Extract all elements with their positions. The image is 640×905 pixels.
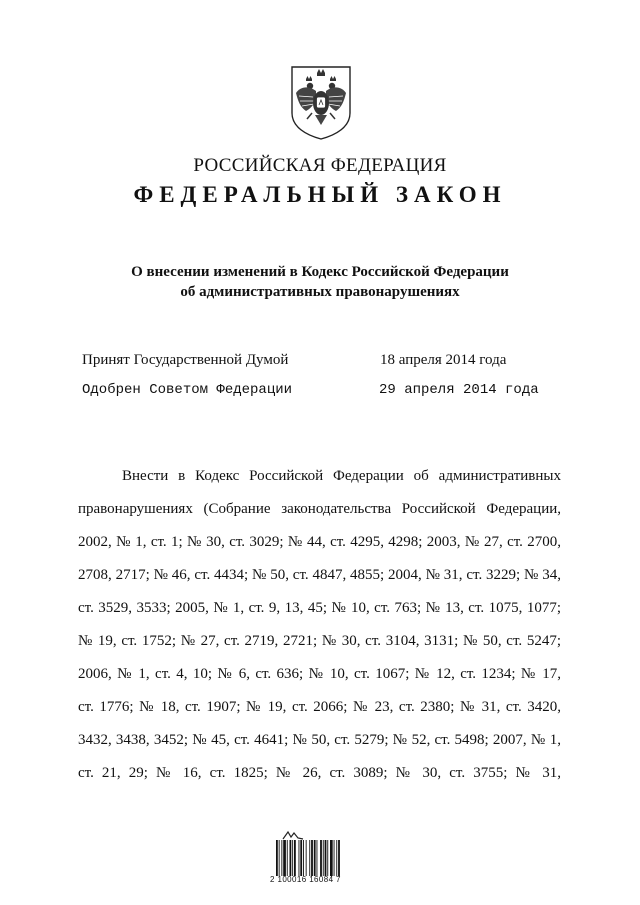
body-line: ст. 1776; № 18, ст. 1907; № 19, ст. 2066; № 23, ст. 2380; № 31, ст. 3420, bbox=[78, 699, 561, 715]
duma-adoption-row bbox=[82, 352, 562, 372]
council-approval-row bbox=[82, 382, 562, 402]
law-body-text bbox=[78, 460, 561, 790]
barcode-number: 2 100016 16084 7 bbox=[270, 875, 341, 884]
country-heading: РОССИЙСКАЯ ФЕДЕРАЦИЯ bbox=[193, 155, 447, 176]
law-type-heading: ФЕДЕРАЛЬНЫЙ ЗАКОН bbox=[133, 182, 507, 207]
body-line: 2002, № 1, ст. 1; № 30, ст. 3029; № 44, ст. 4295, 4298; 2003, № 27, ст. 2700, bbox=[78, 534, 561, 550]
body-line: 2006, № 1, ст. 4, 10; № 6, ст. 636; № 10, ст. 1067; № 12, ст. 1234; № 17, bbox=[78, 666, 561, 682]
duma-adoption-date: 18 апреля 2014 года bbox=[380, 352, 507, 368]
law-title bbox=[0, 262, 640, 302]
body-line: 3432, 3438, 3452; № 45, ст. 4641; № 50, ст. 5279; № 52, ст. 5498; 2007, № 1, bbox=[78, 732, 561, 748]
document-barcode bbox=[270, 830, 370, 886]
body-line: правонарушениях (Собрание законодательства Российской Федерации, bbox=[78, 501, 561, 517]
barcode-icon bbox=[276, 840, 358, 876]
council-approval-label: Одобрен Советом Федерации bbox=[82, 382, 293, 398]
duma-adoption-label: Принят Государственной Думой bbox=[82, 352, 289, 368]
barcode-mark-icon bbox=[282, 830, 304, 840]
body-line: ст. 3529, 3533; 2005, № 1, ст. 9, 13, 45; № 10, ст. 763; № 13, ст. 1075, 1077; bbox=[78, 600, 561, 616]
body-line: 2708, 2717; № 46, ст. 4434; № 50, ст. 4847, 4855; 2004, № 31, ст. 3229; № 34, bbox=[78, 567, 561, 583]
body-line: ст. 21, 29; № 16, ст. 1825; № 26, ст. 3089; № 30, ст. 3755; № 31, bbox=[78, 765, 561, 781]
coat-of-arms-icon bbox=[286, 63, 356, 141]
law-title-line: О внесении изменений в Кодекс Российской Федерации bbox=[131, 264, 509, 280]
body-line: № 19, ст. 1752; № 27, ст. 2719, 2721; № 30, ст. 3104, 3131; № 50, ст. 5247; bbox=[78, 633, 561, 649]
law-title-line: об административных правонарушениях bbox=[180, 284, 460, 300]
body-line: Внести в Кодекс Российской Федерации об административных bbox=[122, 468, 561, 484]
council-approval-date: 29 апреля 2014 года bbox=[379, 382, 539, 398]
